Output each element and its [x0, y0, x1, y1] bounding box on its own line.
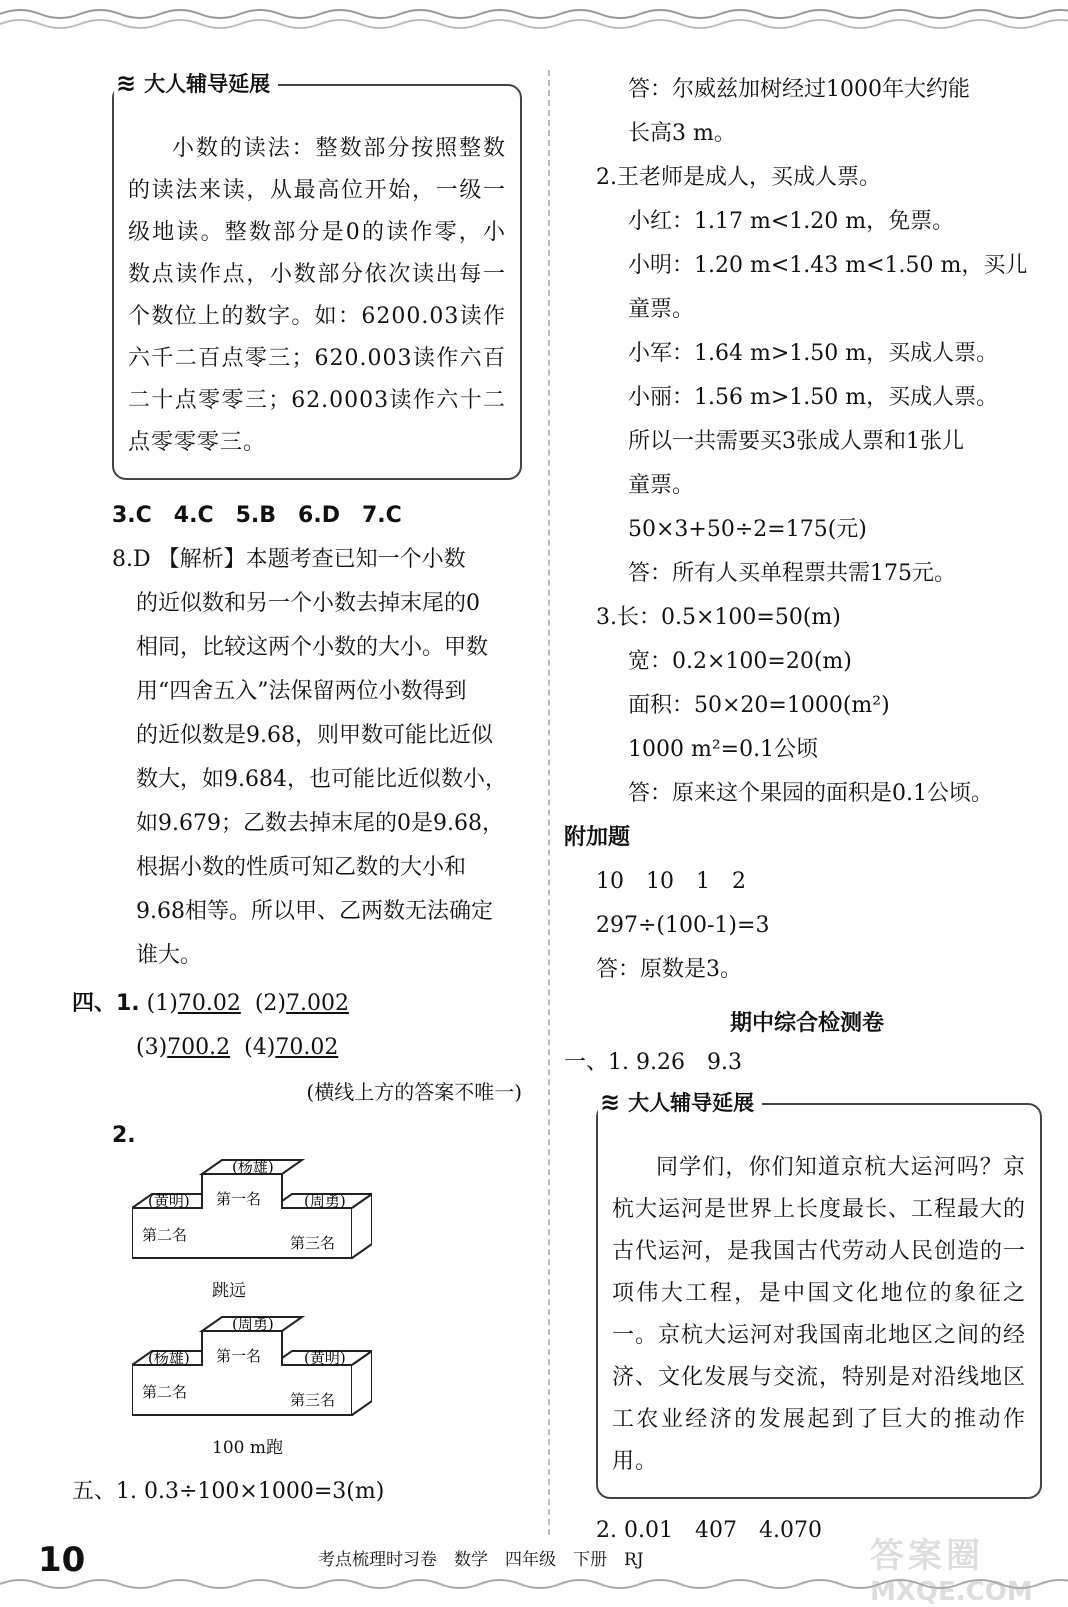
right-answer-line: 小丽：1.56 m>1.50 m，买成人票。	[628, 385, 999, 410]
right-answer-line: 宽：0.2×100=20(m)	[628, 649, 852, 674]
waves-icon: ≋	[116, 69, 137, 97]
podium1-name2: (黄明)	[148, 1192, 190, 1210]
podium1-first: 第一名	[216, 1190, 262, 1208]
q8-explanation	[112, 582, 522, 978]
box-text-right: 同学们，你们知道京杭大运河吗？京杭大运河是世界上长度最长、工程最大的古代运河，是我国古代劳动人民创造的一项伟大工程，是中国文化地位的象征之一。京杭大运河对我国南北地区之间的经济、文化发展与交流，特别是对沿线地区工农业经济的发展起到了巨大的推动作用。	[612, 1155, 1027, 1474]
q8-line: 根据小数的性质可知乙数的大小和	[136, 855, 467, 880]
right-answer-line: 答：所有人买单程票共需175元。	[628, 561, 956, 586]
podium1-caption: 跳远	[212, 1281, 246, 1301]
sec4-v1: 70.02	[177, 991, 241, 1016]
sec4-label: 四、1.	[72, 991, 140, 1016]
box-title-right: 大人辅导延展	[628, 1091, 755, 1115]
podium-long-jump	[132, 1158, 372, 1270]
sec4-a4: (4)	[244, 1035, 276, 1060]
right-answer-line: 2.王老师是成人，买成人票。	[596, 165, 881, 190]
podium2-caption: 100 m跑	[212, 1438, 283, 1458]
extra-answers	[572, 860, 1042, 992]
right-answers	[572, 68, 1042, 816]
q8-line: 谁大。	[136, 943, 203, 968]
sec4-a3: (3)	[136, 1035, 168, 1060]
right-answer-line: 长高3 m。	[628, 121, 736, 146]
podium1-third: 第三名	[290, 1234, 336, 1252]
right-answer-line: 50×3+50÷2=175(元)	[628, 517, 867, 542]
q8-line: 的近似数是9.68，则甲数可能比近似	[136, 723, 493, 748]
column-divider	[548, 70, 550, 1535]
box-header	[114, 68, 278, 98]
sec5-line: 五、1. 0.3÷100×1000=3(m)	[72, 1479, 385, 1504]
extra-line: 10 10 1 2	[596, 869, 746, 894]
q2-label: 2.	[112, 1123, 136, 1148]
section-4	[72, 982, 522, 1114]
right-answer-line: 1000 m²=0.1公顷	[628, 737, 819, 762]
podium-100m	[132, 1315, 372, 1427]
answers-3-7: 3.C 4.C 5.B 6.D 7.C	[112, 503, 402, 528]
tutoring-box-right	[596, 1088, 1042, 1499]
right-answer-line: 答：尔威兹加树经过1000年大约能	[628, 77, 970, 102]
mid-q1: 一、1. 9.26 9.3	[564, 1050, 742, 1075]
right-column	[564, 68, 1042, 1553]
sec4-row2	[112, 1026, 522, 1070]
q8-line: 如9.679；乙数去掉末尾的0是9.68，	[136, 811, 504, 836]
extra-title: 附加题	[564, 825, 631, 850]
mid-q2: 2. 0.01 407 4.070	[596, 1518, 822, 1543]
q8-line: 数大，如9.684，也可能比近似数小，	[136, 767, 507, 792]
podium1-second: 第二名	[142, 1226, 188, 1244]
podium2-third: 第三名	[290, 1391, 336, 1409]
tutoring-box-left	[112, 69, 522, 480]
sec4-note: (横线上方的答案不唯一)	[306, 1080, 522, 1104]
right-answer-line: 童票。	[628, 473, 695, 498]
podium2-first: 第一名	[216, 1347, 262, 1365]
right-answer-line: 小军：1.64 m>1.50 m，买成人票。	[628, 341, 999, 366]
box-text: 小数的读法：整数部分按照整数的读法来读，从最高位开始，一级一级地读。整数部分是0的读作零，小数点读作点，小数部分依次读出每一个数位上的数字。如：6200.03读作六千二百点零三；620.003读作六百二十点零零三；62.0003读作六十二点零零零三。	[128, 136, 506, 455]
right-answer-line: 答：原来这个果园的面积是0.1公顷。	[628, 781, 993, 806]
page-number: 10	[38, 1540, 86, 1580]
podium1-name3: (周勇)	[304, 1192, 346, 1210]
podium1-name1: (杨雄)	[232, 1158, 274, 1176]
q8-line: 的近似数和另一个小数去掉末尾的0	[136, 591, 480, 616]
sec4-v3: 700.2	[167, 1035, 231, 1060]
q8-line: 相同，比较这两个小数的大小。甲数	[136, 635, 489, 660]
footer-text: 考点梳理时习卷 数学 四年级 下册 RJ	[318, 1550, 644, 1570]
sec4-v4: 70.02	[275, 1035, 339, 1060]
sec4-row1	[72, 982, 522, 1026]
sec4-v2: 7.002	[286, 991, 349, 1016]
watermark-line2: MXQE.COM	[870, 1577, 1033, 1607]
top-wave-border	[0, 6, 1068, 32]
sec4-a1: (1)	[146, 991, 178, 1016]
watermark-line1: 答案圈	[870, 1536, 984, 1576]
right-answer-line: 小红：1.17 m<1.20 m，免票。	[628, 209, 955, 234]
right-answer-line: 童票。	[628, 297, 695, 322]
podium2-name1: (周勇)	[232, 1315, 274, 1333]
podium2-name3: (黄明)	[304, 1349, 346, 1367]
q8-line: 9.68相等。所以甲、乙两数无法确定	[136, 899, 493, 924]
waves-icon: ≋	[600, 1088, 621, 1116]
box-header-right	[598, 1087, 762, 1117]
extra-line: 297÷(100-1)=3	[596, 913, 770, 938]
right-answer-line: 所以一共需要买3张成人票和1张儿	[628, 429, 964, 454]
extra-line: 答：原数是3。	[596, 957, 742, 982]
midterm-title: 期中综合检测卷	[729, 1011, 884, 1036]
right-answer-line: 面积：50×20=1000(m²)	[628, 693, 890, 718]
podium2-name2: (杨雄)	[148, 1349, 190, 1367]
right-answer-line: 3.长：0.5×100=50(m)	[596, 605, 841, 630]
bottom-wave-border	[0, 1572, 1068, 1598]
left-column	[72, 68, 522, 1514]
answers-block	[112, 494, 522, 978]
sec4-a2: (2)	[254, 991, 286, 1016]
box-title: 大人辅导延展	[144, 72, 271, 96]
right-answer-line: 小明：1.20 m<1.43 m<1.50 m，买儿	[628, 253, 1028, 278]
q8-head: 8.D 【解析】本题考查已知一个小数	[112, 547, 466, 572]
q8-line: 用“四舍五入”法保留两位小数得到	[136, 679, 467, 704]
podium2-second: 第二名	[142, 1383, 188, 1401]
